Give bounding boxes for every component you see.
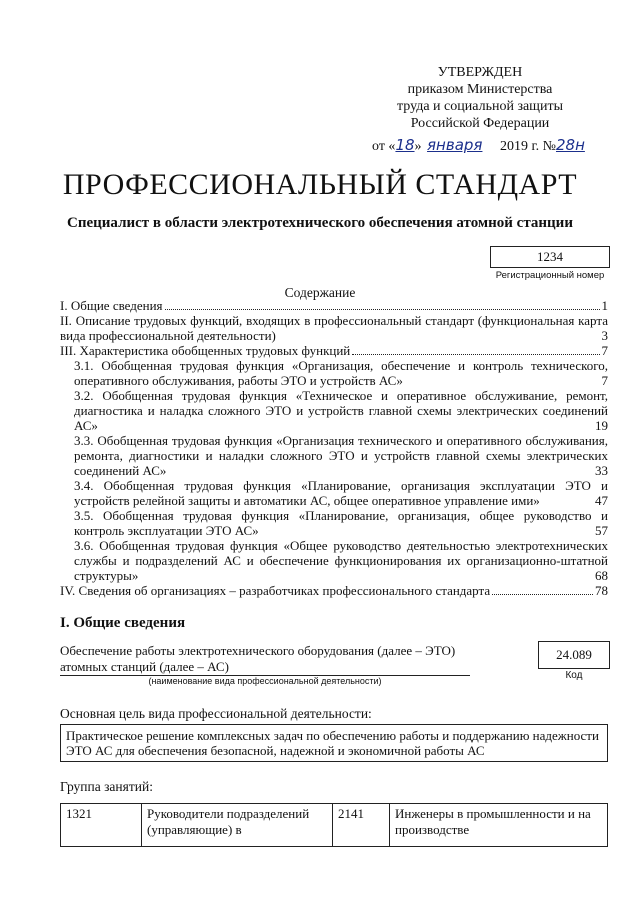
toc-title: Содержание bbox=[284, 285, 356, 300]
approval-line: Российской Федерации bbox=[410, 116, 550, 131]
goal-label: Основная цель вида профессиональной деятельности: bbox=[60, 706, 372, 721]
toc-entry[interactable]: IV. Сведения об организациях – разработчиках профессионального стандарта 78 bbox=[60, 583, 608, 598]
toc-entry[interactable]: 3.1. Обобщенная трудовая функция «Организация, обеспечение и контроль технического, оперативного обслуживания, работы ЭТО и устройств АС» 7 bbox=[74, 358, 608, 388]
code-label: Код bbox=[565, 670, 583, 681]
group-code: 2141 bbox=[333, 804, 390, 847]
toc-entry[interactable]: II. Описание трудовых функций, входящих в профессиональный стандарт (функциональная карта вида профессиональной деятельности) 3 bbox=[60, 313, 608, 343]
approval-line: приказом Министерства bbox=[407, 82, 553, 97]
section-heading: I. Общие сведения bbox=[60, 615, 186, 631]
approval-line: труда и социальной защиты bbox=[397, 99, 563, 114]
group-label: Группа занятий: bbox=[60, 779, 153, 794]
activity-code: 24.089 bbox=[538, 641, 610, 669]
date-month: января bbox=[427, 136, 483, 154]
activity-name: Обеспечение работы электротехнического оборудования (далее – ЭТО) атомных станций (далее – АС) bbox=[60, 643, 456, 674]
approval-block bbox=[380, 64, 580, 132]
toc-entry[interactable]: 3.5. Обобщенная трудовая функция «Планирование, организация, общее руководство и контроль эксплуатации ЭТО АС» 57 bbox=[74, 508, 608, 538]
date-mid: » bbox=[414, 139, 422, 154]
occupation-groups-table bbox=[60, 803, 608, 847]
table-of-contents bbox=[60, 298, 608, 598]
registration-label: Регистрационный номер bbox=[495, 270, 605, 281]
goal-text: Практическое решение комплексных задач по обеспечению работы и поддержанию надежности ЭТО АС для обеспечения безопасной, надежной и экономичной работы АС bbox=[66, 728, 599, 758]
toc-entry[interactable]: I. Общие сведения 1 bbox=[60, 298, 608, 313]
table-row bbox=[61, 804, 608, 847]
document-subtitle: Специалист в области электротехнического обеспечения атомной станции bbox=[67, 215, 573, 231]
group-name: Руководители подразделений (управляющие) в bbox=[142, 804, 333, 847]
activity-caption: (наименование вида профессиональной деятельности) bbox=[148, 676, 382, 686]
date-day: 18 bbox=[395, 136, 415, 154]
order-number: 28н bbox=[555, 136, 585, 154]
document-title: ПРОФЕССИОНАЛЬНЫЙ СТАНДАРТ bbox=[62, 168, 578, 201]
date-year: 2019 г. № bbox=[499, 139, 556, 154]
approval-date bbox=[372, 136, 585, 155]
registration-number: 1234 bbox=[490, 246, 610, 268]
toc-entry[interactable]: III. Характеристика обобщенных трудовых функций 7 bbox=[60, 343, 608, 358]
group-name: Инженеры в промышленности и на производстве bbox=[390, 804, 608, 847]
approval-line: УТВЕРЖДЕН bbox=[437, 65, 523, 80]
date-prefix: от « bbox=[372, 139, 396, 154]
toc-entry[interactable]: 3.3. Обобщенная трудовая функция «Организация технического и оперативного обслуживания, ремонта, диагностики и наладки сложного ЭТО и устройств главной схемы электрических соединений АС» 33 bbox=[74, 433, 608, 478]
group-code: 1321 bbox=[61, 804, 142, 847]
toc-entry[interactable]: 3.2. Обобщенная трудовая функция «Техническое и оперативное обслуживание, ремонт, диагностика и наладка сложного ЭТО и устройств главной схемы электрических соединений АС» 19 bbox=[74, 388, 608, 433]
toc-entry[interactable]: 3.6. Обобщенная трудовая функция «Общее руководство деятельностью электротехнических службы и подразделений АС и обеспечение функционирования их организационно-штатной структуры» 68 bbox=[74, 538, 608, 583]
toc-entry[interactable]: 3.4. Обобщенная трудовая функция «Планирование, организация эксплуатации ЭТО и устройств релейной защиты и автоматики АС, общее оперативное управление ими» 47 bbox=[74, 478, 608, 508]
